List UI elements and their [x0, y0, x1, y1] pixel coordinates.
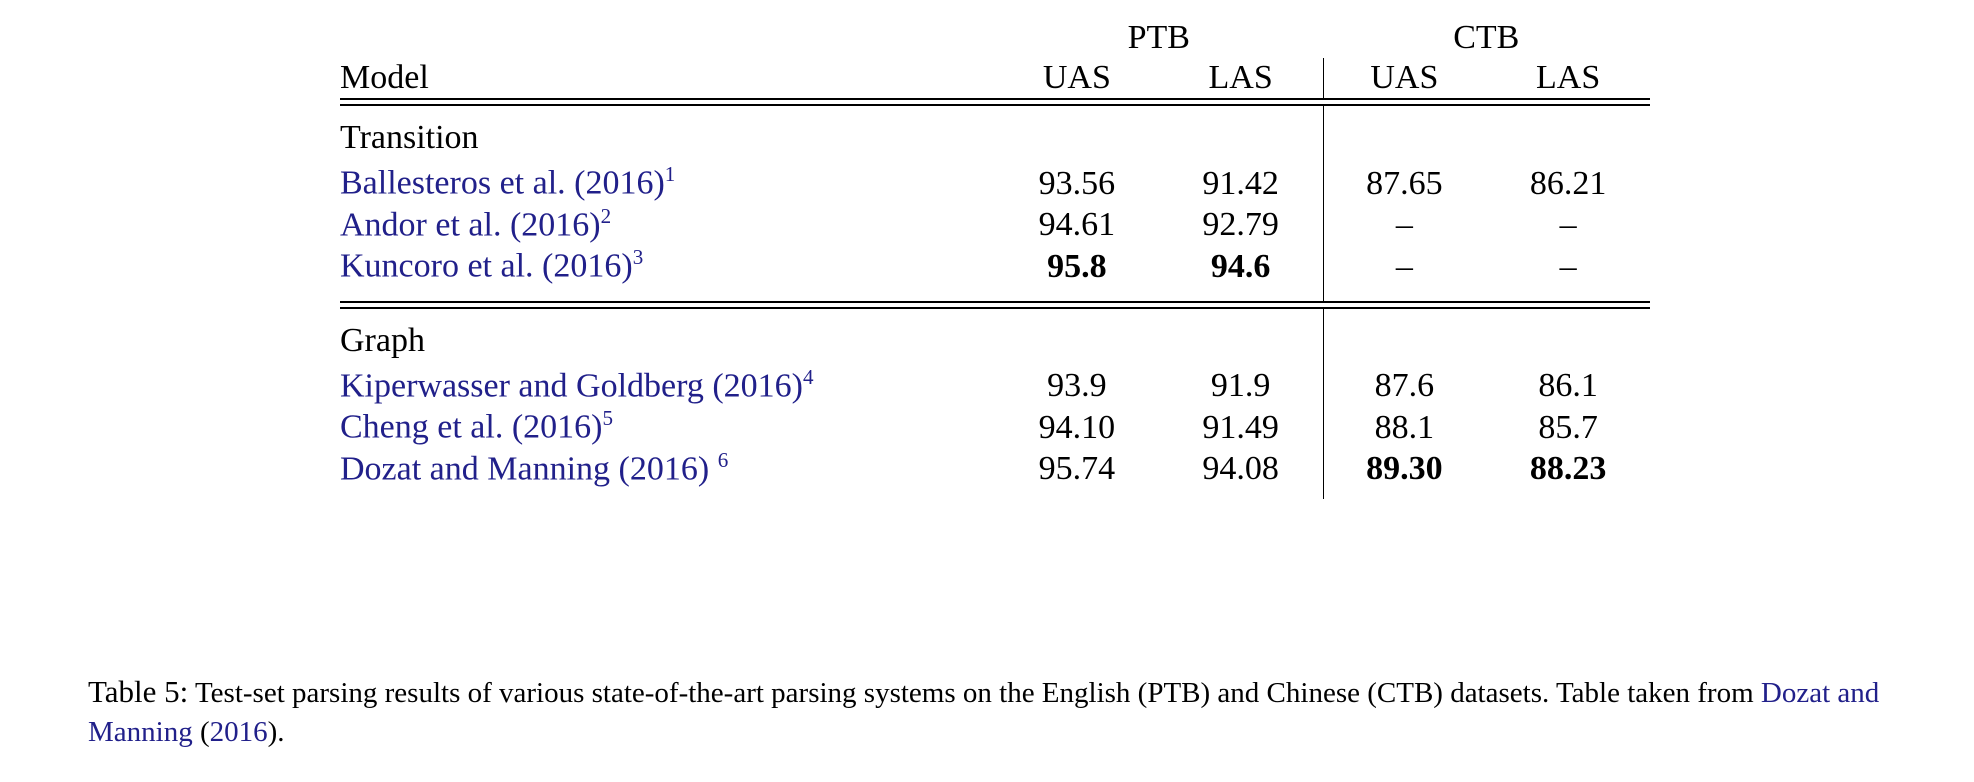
- row-footnote-marker: 3: [632, 245, 644, 270]
- cell-ctb-uas: 88.1: [1323, 406, 1487, 447]
- section-label-transition: Transition: [340, 119, 479, 157]
- section-header-row: [340, 105, 1650, 162]
- row-model-label: Cheng et al. (2016): [340, 408, 603, 446]
- section-header-row: [340, 308, 1650, 365]
- group-header-empty: [340, 18, 995, 58]
- table-row: [340, 365, 1650, 406]
- cell-ctb-las: 85.7: [1538, 408, 1598, 446]
- cell-ptb-las: 92.79: [1202, 206, 1279, 244]
- table-group-header-row: [340, 18, 1650, 58]
- caption-citation-year[interactable]: 2016: [209, 715, 268, 748]
- row-model-cell[interactable]: [340, 245, 995, 286]
- row-model-label: Ballesteros et al. (2016): [340, 164, 665, 202]
- cell-ctb-las: 86.21: [1529, 164, 1607, 202]
- column-header-ptb-las: LAS: [1208, 59, 1273, 97]
- row-footnote-marker: 1: [664, 162, 676, 187]
- row-model-cell[interactable]: [340, 448, 995, 489]
- row-footnote-marker: 2: [600, 203, 612, 228]
- cell-ctb-uas: –: [1323, 245, 1487, 286]
- row-model-label: Kuncoro et al. (2016): [340, 247, 633, 285]
- section-gap: [340, 287, 1650, 302]
- column-header-ptb-uas: UAS: [1042, 59, 1111, 97]
- table-row: [340, 406, 1650, 447]
- section-label-graph: Graph: [340, 321, 425, 359]
- cell-ptb-las: 91.9: [1210, 367, 1271, 405]
- table-bottom-gap: [340, 489, 1650, 499]
- table-row: [340, 245, 1650, 286]
- table-row: [340, 204, 1650, 245]
- results-table: [340, 18, 1650, 499]
- row-model-cell[interactable]: [340, 365, 995, 406]
- row-footnote-marker: 6: [717, 447, 729, 472]
- caption-citation-close: ).: [267, 715, 285, 748]
- caption-text: Test-set parsing results of various state-of-the-art parsing systems on the English (PTB) and Chinese (CTB) datasets. Table taken from: [188, 677, 1761, 709]
- table-row: [340, 162, 1650, 203]
- column-header-ctb-las: LAS: [1536, 59, 1601, 97]
- results-table-container: [340, 18, 1650, 499]
- row-footnote-marker: 4: [802, 364, 814, 389]
- row-footnote-marker: 5: [602, 406, 614, 431]
- cell-ctb-uas: 87.65: [1323, 162, 1487, 203]
- group-header-ctb: CTB: [1453, 19, 1520, 56]
- column-header-model: Model: [340, 59, 429, 97]
- cell-ptb-uas: 94.61: [1038, 206, 1116, 244]
- row-model-label: Dozat and Manning (2016): [340, 449, 718, 487]
- table-row: [340, 448, 1650, 489]
- cell-ptb-las: 94.08: [1202, 449, 1279, 487]
- cell-ptb-las: 94.6: [1210, 247, 1271, 285]
- row-model-cell[interactable]: [340, 204, 995, 245]
- cell-ptb-las: 91.49: [1202, 408, 1279, 446]
- table-body: [340, 105, 1650, 499]
- cell-ctb-uas: –: [1323, 204, 1487, 245]
- cell-ptb-uas: 95.74: [1038, 449, 1116, 487]
- cell-ctb-las: –: [1559, 206, 1577, 244]
- cell-ctb-las: –: [1559, 247, 1577, 285]
- column-header-ctb-uas: UAS: [1323, 58, 1487, 99]
- cell-ctb-uas: 87.6: [1323, 365, 1487, 406]
- row-model-cell[interactable]: [340, 162, 995, 203]
- caption-citation-paren-open: (: [192, 715, 210, 748]
- row-model-label: Kiperwasser and Goldberg (2016): [340, 367, 803, 405]
- row-model-cell[interactable]: [340, 406, 995, 447]
- table-column-header-row: [340, 58, 1650, 99]
- cell-ptb-las: 91.42: [1202, 164, 1279, 202]
- caption-label: Table 5:: [88, 674, 189, 709]
- cell-ptb-uas: 93.56: [1038, 164, 1116, 202]
- row-model-label: Andor et al. (2016): [340, 206, 601, 244]
- cell-ptb-uas: 93.9: [1047, 367, 1107, 405]
- cell-ptb-uas: 94.10: [1038, 408, 1116, 446]
- cell-ctb-las: 86.1: [1538, 367, 1598, 405]
- table-caption: [88, 672, 1888, 751]
- cell-ctb-uas: 89.30: [1323, 448, 1487, 489]
- caption-citation-author[interactable]: Dozat and Manning: [88, 677, 1880, 748]
- group-header-ptb: PTB: [1127, 19, 1190, 56]
- cell-ptb-uas: 95.8: [1047, 247, 1107, 285]
- cell-ctb-las: 88.23: [1529, 449, 1607, 487]
